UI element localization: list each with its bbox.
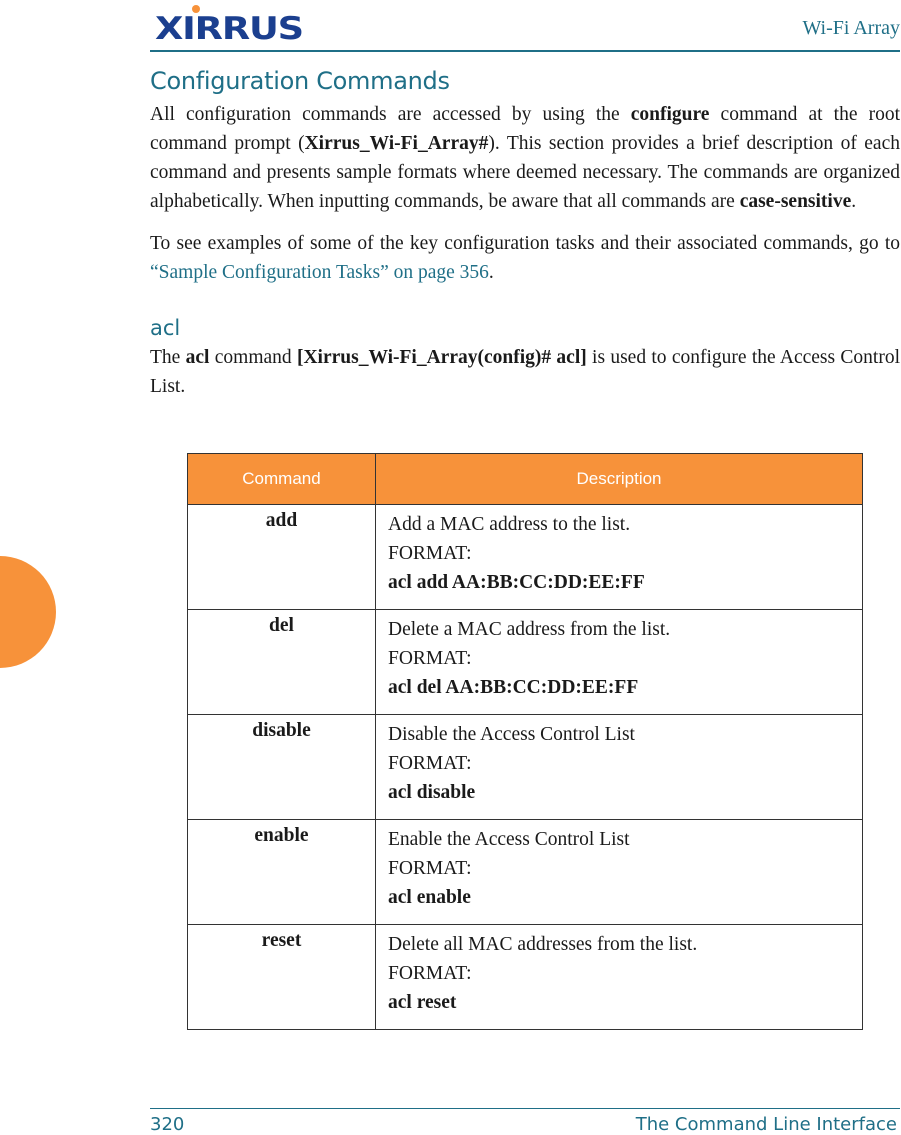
format-label: FORMAT: xyxy=(388,753,472,774)
format-label: FORMAT: xyxy=(388,648,472,669)
logo-wordmark: XIRRUS xyxy=(155,11,303,44)
table-row xyxy=(188,925,863,1030)
page-header xyxy=(150,0,900,52)
header-description: Description xyxy=(376,454,863,505)
page-number: 320 xyxy=(150,1114,185,1135)
description-text: Delete all MAC addresses from the list. xyxy=(388,934,698,955)
format-example: acl reset xyxy=(388,992,457,1013)
sample-tasks-link[interactable]: “Sample Configuration Tasks” on page 356 xyxy=(150,262,489,283)
format-label: FORMAT: xyxy=(388,858,472,879)
footer-divider xyxy=(150,1108,900,1109)
format-example: acl disable xyxy=(388,782,476,803)
description-text: Delete a MAC address from the list. xyxy=(388,619,671,640)
acl-command-table xyxy=(187,453,863,1030)
header-command: Command xyxy=(188,454,376,505)
page-content xyxy=(150,62,900,401)
table-row xyxy=(188,610,863,715)
chapter-side-tab xyxy=(0,556,56,668)
table-header-row xyxy=(188,454,863,505)
table-row xyxy=(188,820,863,925)
format-label: FORMAT: xyxy=(388,543,472,564)
table-row xyxy=(188,715,863,820)
acl-heading: acl xyxy=(150,316,181,340)
format-label: FORMAT: xyxy=(388,963,472,984)
description-cell xyxy=(376,925,863,1030)
examples-paragraph: To see examples of some of the key configuration tasks and their associated commands, go to “Sample Configuration Tasks” on page 356. xyxy=(150,233,900,283)
format-example: acl enable xyxy=(388,887,471,908)
xirrus-logo xyxy=(155,4,310,44)
command-cell: disable xyxy=(188,715,376,820)
description-text: Add a MAC address to the list. xyxy=(388,514,631,535)
header-product-name: Wi-Fi Array xyxy=(802,17,900,39)
command-cell: add xyxy=(188,505,376,610)
chapter-title: The Command Line Interface xyxy=(635,1114,897,1135)
command-cell: reset xyxy=(188,925,376,1030)
format-example: acl del AA:BB:CC:DD:EE:FF xyxy=(388,677,639,698)
intro-paragraph: All configuration commands are accessed by using the configure command at the root command prompt (Xirrus_Wi-Fi_Array#). This section provides a brief description of each command and presents sample formats where deemed necessary. The commands are organized alphabetically. When inputting commands, be aware that all commands are case-sensitive. xyxy=(150,104,900,212)
format-example: acl add AA:BB:CC:DD:EE:FF xyxy=(388,572,645,593)
description-text: Enable the Access Control List xyxy=(388,829,630,850)
acl-intro-paragraph: The acl command [Xirrus_Wi-Fi_Array(config)# acl] is used to configure the Access Control List. xyxy=(150,347,900,397)
description-cell xyxy=(376,505,863,610)
description-cell xyxy=(376,610,863,715)
command-cell: enable xyxy=(188,820,376,925)
table-row xyxy=(188,505,863,610)
section-title: Configuration Commands xyxy=(150,67,450,95)
description-cell xyxy=(376,820,863,925)
description-cell xyxy=(376,715,863,820)
description-text: Disable the Access Control List xyxy=(388,724,635,745)
header-divider xyxy=(150,50,900,52)
command-cell: del xyxy=(188,610,376,715)
